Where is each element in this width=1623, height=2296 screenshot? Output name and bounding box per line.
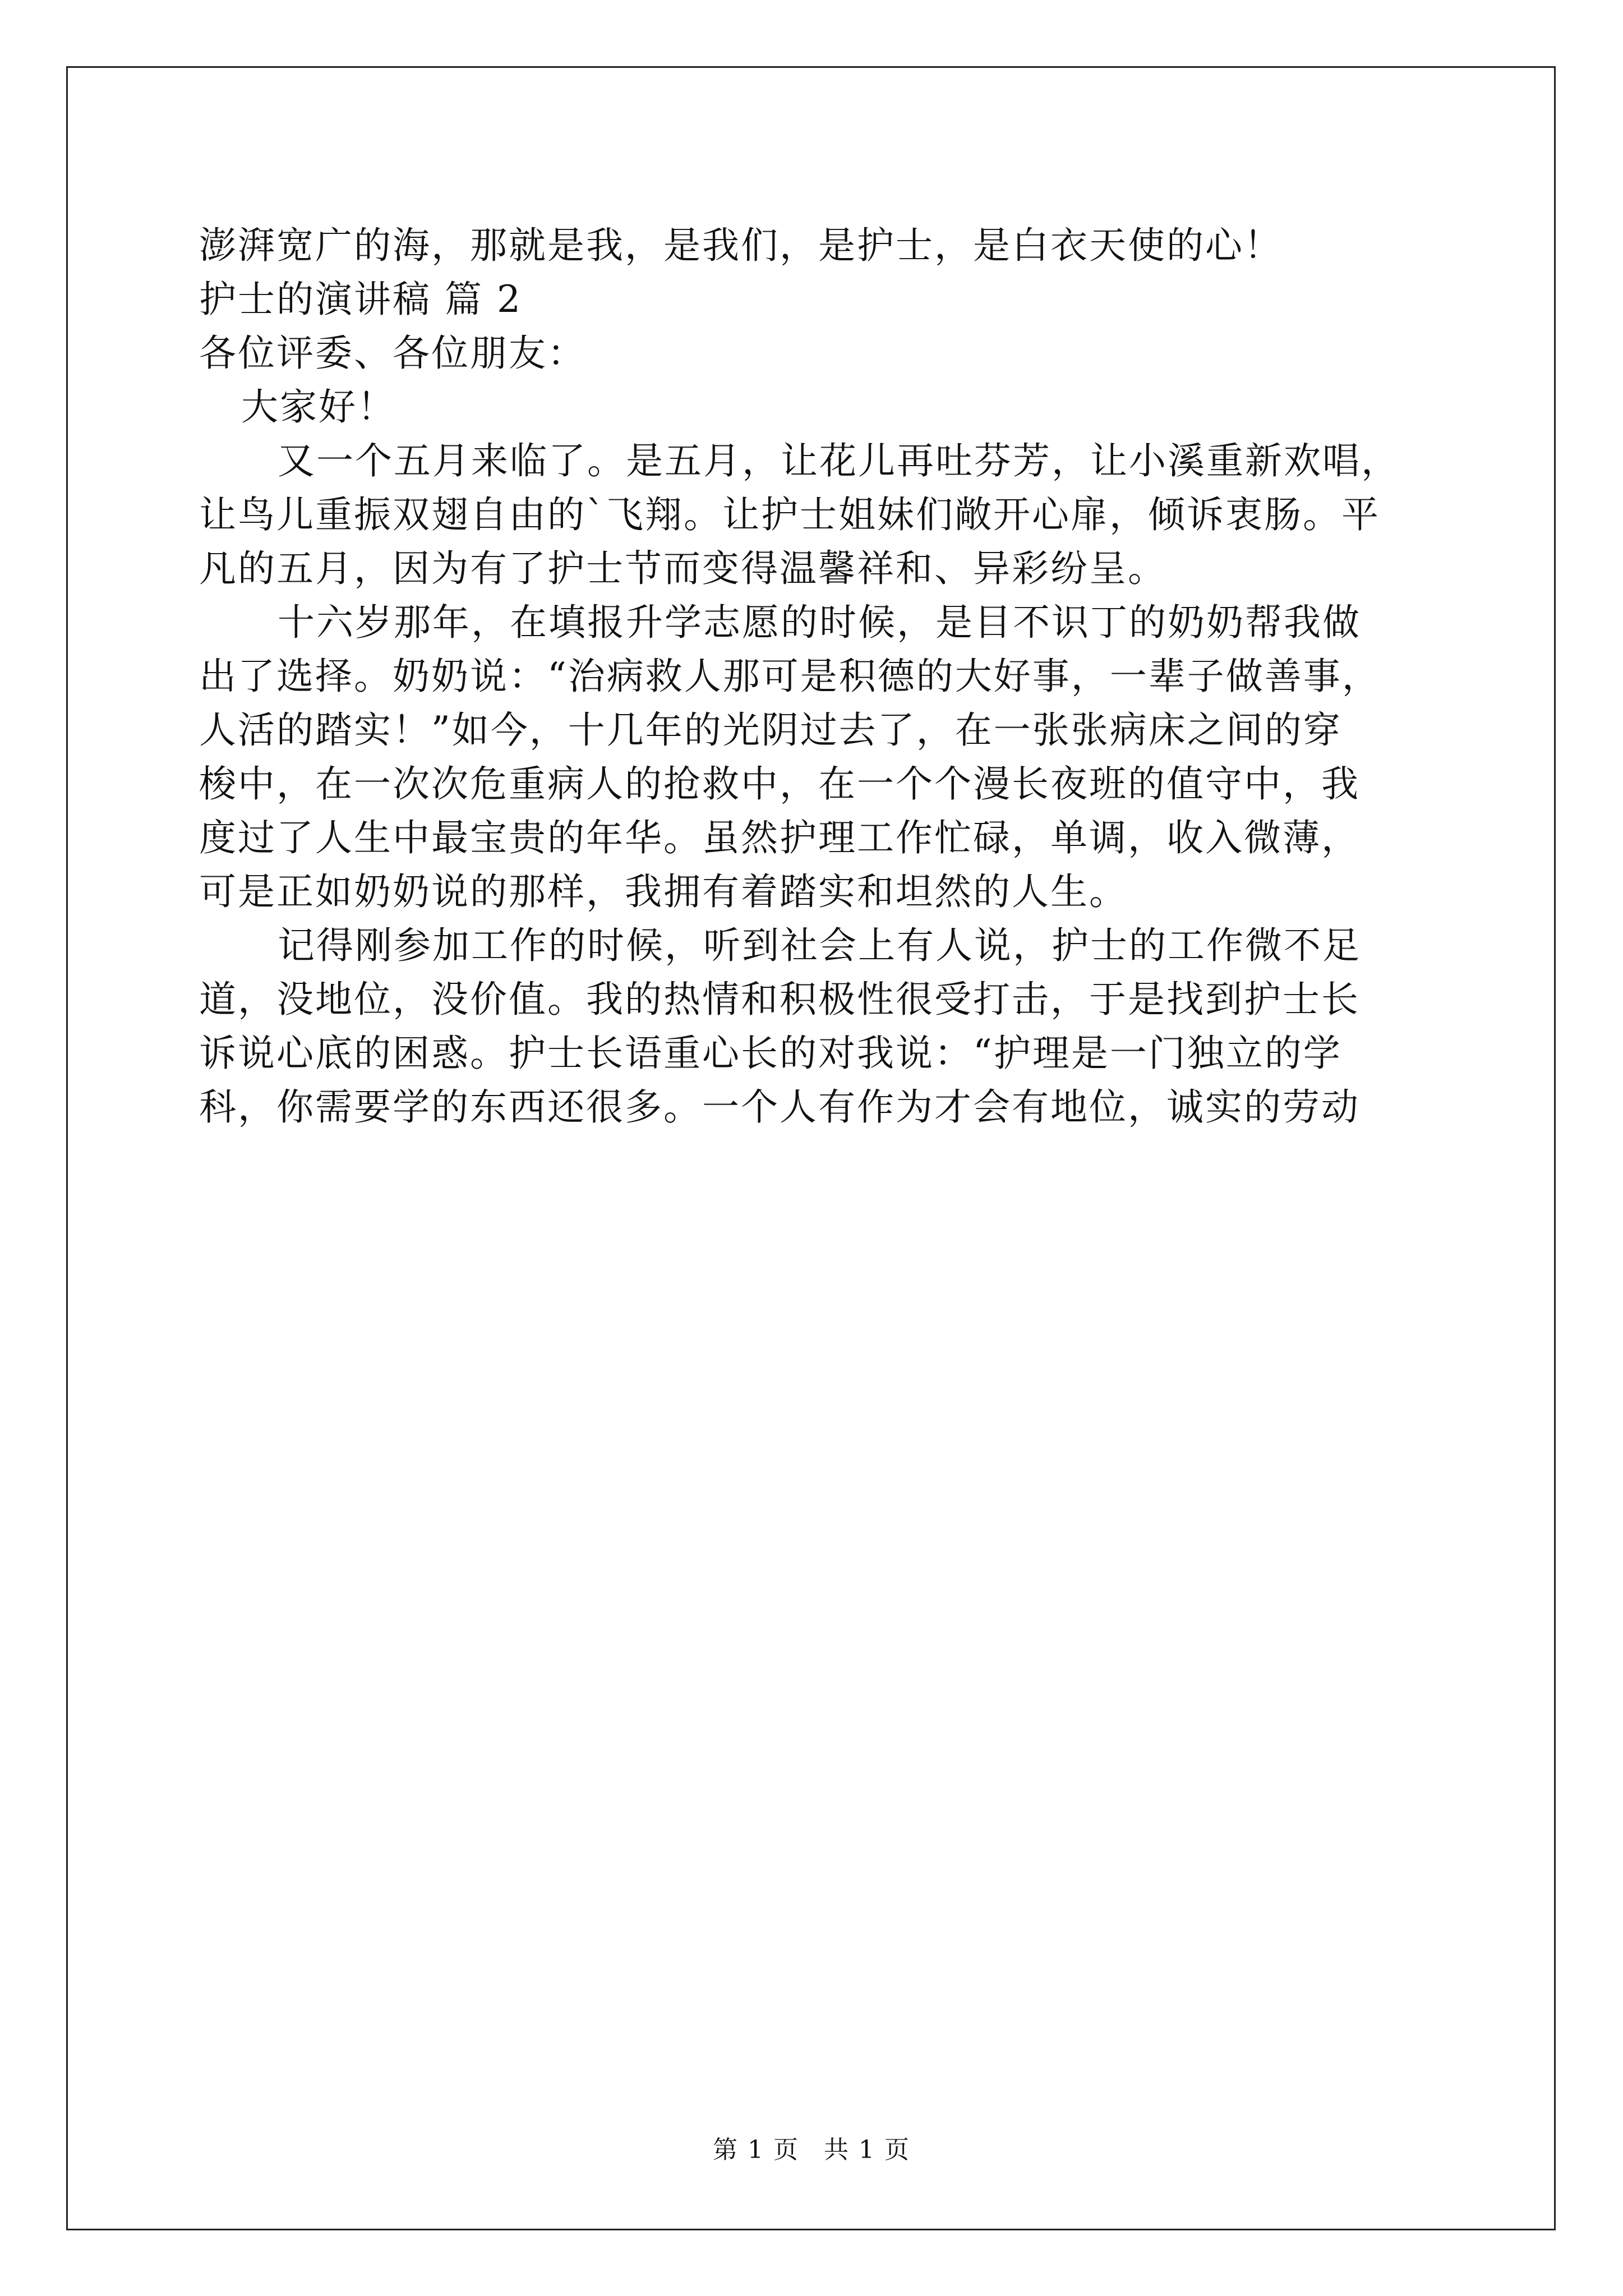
paragraph-line: 让鸟儿重振双翅自由的`飞翔。让护士姐妹们敞开心扉，倾诉衷肠。平 (199, 493, 1380, 536)
salutation: 各位评委、各位朋友： (199, 332, 586, 375)
paragraph-line: 度过了人生中最宝贵的年华。虽然护理工作忙碌，单调，收入微薄， (199, 816, 1360, 859)
document-body (199, 219, 1438, 1134)
paragraph-line: 又一个五月来临了。是五月，让花儿再吐芬芳，让小溪重新欢唱， (278, 439, 1400, 482)
paragraph-line: 记得刚参加工作的时候，听到社会上有人说，护士的工作微不足 (278, 924, 1361, 967)
section-heading: 护士的演讲稿 篇 2 (199, 278, 522, 321)
page-total: 共 1 页 (824, 2136, 910, 2164)
paragraph-line: 诉说心底的困惑。护士长语重心长的对我说：“护理是一门独立的学 (199, 1032, 1342, 1075)
paragraph-line: 出了选择。奶奶说：“治病救人那可是积德的大好事，一辈子做善事， (199, 655, 1381, 698)
paragraph-line: 十六岁那年，在填报升学志愿的时候，是目不识丁的奶奶帮我做 (278, 601, 1361, 644)
paragraph-line: 科，你需要学的东西还很多。一个人有作为才会有地位，诚实的劳动 (199, 1085, 1360, 1129)
paragraph-line: 人活的踏实！”如今，十几年的光阴过去了，在一张张病床之间的穿 (199, 708, 1342, 752)
text-line: 澎湃宽广的海，那就是我，是我们，是护士，是白衣天使的心！ (199, 224, 1283, 267)
paragraph-line: 可是正如奶奶说的那样，我拥有着踏实和坦然的人生。 (199, 870, 1128, 913)
page-footer (0, 2129, 1623, 2165)
page-number: 第 1 页 (713, 2136, 799, 2164)
paragraph-line: 道，没地位，没价值。我的热情和积极性很受打击，于是找到护士长 (199, 978, 1360, 1021)
paragraph-line: 凡的五月，因为有了护士节而变得温馨祥和、异彩纷呈。 (199, 547, 1166, 590)
paragraph-line: 梭中，在一次次危重病人的抢救中，在一个个漫长夜班的值守中，我 (199, 762, 1360, 806)
greeting: 大家好！ (241, 385, 396, 429)
